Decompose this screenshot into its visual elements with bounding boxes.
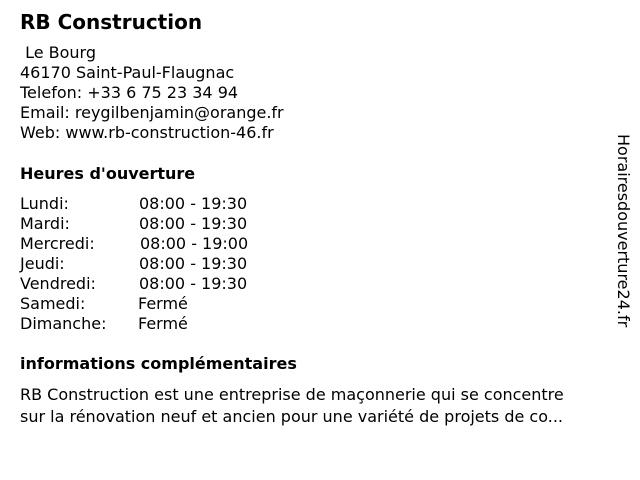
description — [20, 384, 620, 428]
day-label: Mercredi: — [20, 234, 95, 253]
web-line — [20, 123, 284, 143]
phone-label: Telefon: — [20, 83, 83, 102]
time-value: Fermé — [138, 294, 188, 313]
email-link[interactable]: reygilbenjamin@orange.fr — [74, 103, 284, 122]
day-label: Dimanche: — [20, 314, 107, 333]
web-label: Web: — [20, 123, 61, 142]
time-value: 08:00 - 19:30 — [139, 214, 248, 233]
info-heading: informations complémentaires — [20, 354, 297, 373]
email-line — [20, 103, 284, 123]
watermark-text: Horairesdouverture24.fr — [614, 134, 633, 328]
phone-line — [20, 83, 284, 103]
hours-row-friday — [20, 274, 320, 294]
email-label: Email: — [20, 103, 70, 122]
day-label: Samedi: — [20, 294, 86, 313]
address-street: Le Bourg — [20, 43, 97, 62]
time-value: 08:00 - 19:30 — [139, 254, 248, 273]
watermark — [612, 134, 634, 374]
address-city: 46170 Saint-Paul-Flaugnac — [20, 63, 235, 82]
hours-row-monday — [20, 194, 320, 214]
time-value: 08:00 - 19:30 — [139, 274, 248, 293]
hours-row-sunday — [20, 314, 320, 334]
day-label: Lundi: — [20, 194, 69, 213]
phone-link[interactable]: +33 6 75 23 34 94 — [87, 83, 239, 102]
hours-row-saturday — [20, 294, 320, 314]
contact-block — [20, 43, 284, 143]
hours-heading: Heures d'ouverture — [20, 164, 196, 183]
business-name: RB Construction — [20, 10, 203, 34]
hours-table — [20, 194, 320, 334]
hours-row-thursday — [20, 254, 320, 274]
time-value: Fermé — [138, 314, 188, 333]
website-link[interactable]: www.rb-construction-46.fr — [65, 123, 274, 142]
hours-row-tuesday — [20, 214, 320, 234]
day-label: Jeudi: — [20, 254, 65, 273]
day-label: Mardi: — [20, 214, 70, 233]
time-value: 08:00 - 19:30 — [139, 194, 248, 213]
day-label: Vendredi: — [20, 274, 96, 293]
description-line: RB Construction est une entreprise de maçonnerie qui se concentre — [20, 385, 564, 404]
hours-row-wednesday — [20, 234, 320, 254]
description-line: sur la rénovation neuf et ancien pour une variété de projets de co... — [20, 407, 563, 426]
time-value: 08:00 - 19:00 — [140, 234, 249, 253]
